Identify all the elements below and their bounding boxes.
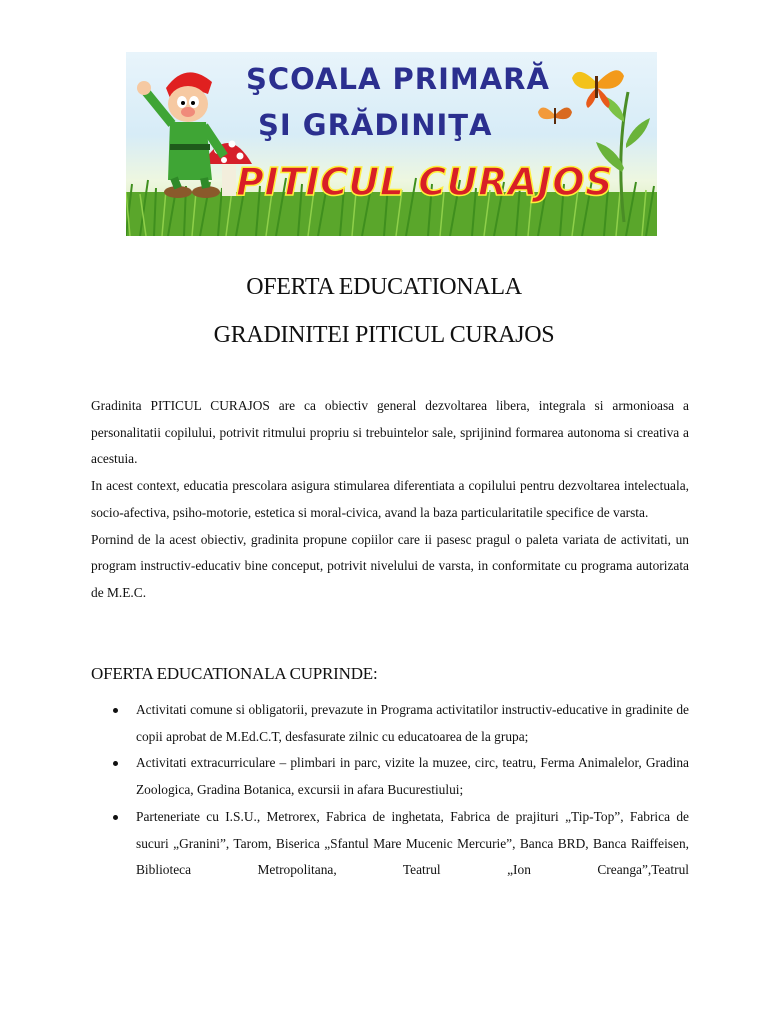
document-title-line-2: GRADINITEI PITICUL CURAJOS bbox=[213, 322, 555, 348]
paragraph: Pornind de la acest obiectiv, gradinita propune copiilor care ii pasesc pragul o paleta variata de activitati, un program instructiv-educativ bine conceput, potrivit nivelului de varsta, in conformitate cu programa autorizata de M.E.C. bbox=[91, 531, 689, 600]
section-heading: OFERTA EDUCATIONALA CUPRINDE: bbox=[91, 664, 378, 683]
banner-line-2: ŞI GRĂDINIŢA bbox=[258, 108, 493, 142]
school-banner bbox=[126, 52, 657, 236]
dwarf-mascot-icon bbox=[137, 72, 224, 198]
document-title-line-1: OFERTA EDUCATIONALA bbox=[246, 274, 522, 300]
butterfly-icon bbox=[572, 70, 624, 108]
intro-text bbox=[91, 393, 689, 607]
paragraph: Gradinita PITICUL CURAJOS are ca obiectiv general dezvoltarea libera, integrala si armonioasa a personalitatii copilului, potrivit ritmului propriu si trebuintelor sale, sprijinind formarea autonoma si creativa a acestuia. bbox=[91, 398, 689, 467]
offer-list bbox=[91, 697, 689, 884]
butterfly-icon bbox=[538, 107, 572, 124]
banner-line-3: PITICUL CURAJOS bbox=[236, 160, 613, 204]
list-item: Activitati extracurriculare – plimbari in parc, vizite la muzee, circ, teatru, Ferma Animalelor, Gradina Zoologica, Gradina Botanica, excursii in afara Bucurestiului; bbox=[91, 750, 689, 803]
list-item: Activitati comune si obligatorii, prevazute in Programa activitatilor instructiv-educative in gradinite de copii aprobat de M.Ed.C.T, desfasurate zilnic cu educatoarea de la grupa; bbox=[91, 697, 689, 750]
paragraph: In acest context, educatia prescolara asigura stimularea diferentiata a copilului pentru dezvoltarea intelectuala, socio-afectiva, psiho-motorie, estetica si moral-civica, avand la baza particularitatile specifice de varsta. bbox=[91, 478, 689, 520]
list-item: Parteneriate cu I.S.U., Metrorex, Fabrica de inghetata, Fabrica de prajituri „Tip-Top”, Fabrica de sucuri „Granini”, Tarom, Biserica „Sfantul Mare Mucenic Mercurie”, Banca BRD, Banca Raiffeisen, Biblioteca Metropolitana, Teatrul „Ion Creanga”,Teatrul bbox=[91, 804, 689, 884]
banner-line-1: ŞCOALA PRIMARĂ bbox=[246, 62, 550, 96]
